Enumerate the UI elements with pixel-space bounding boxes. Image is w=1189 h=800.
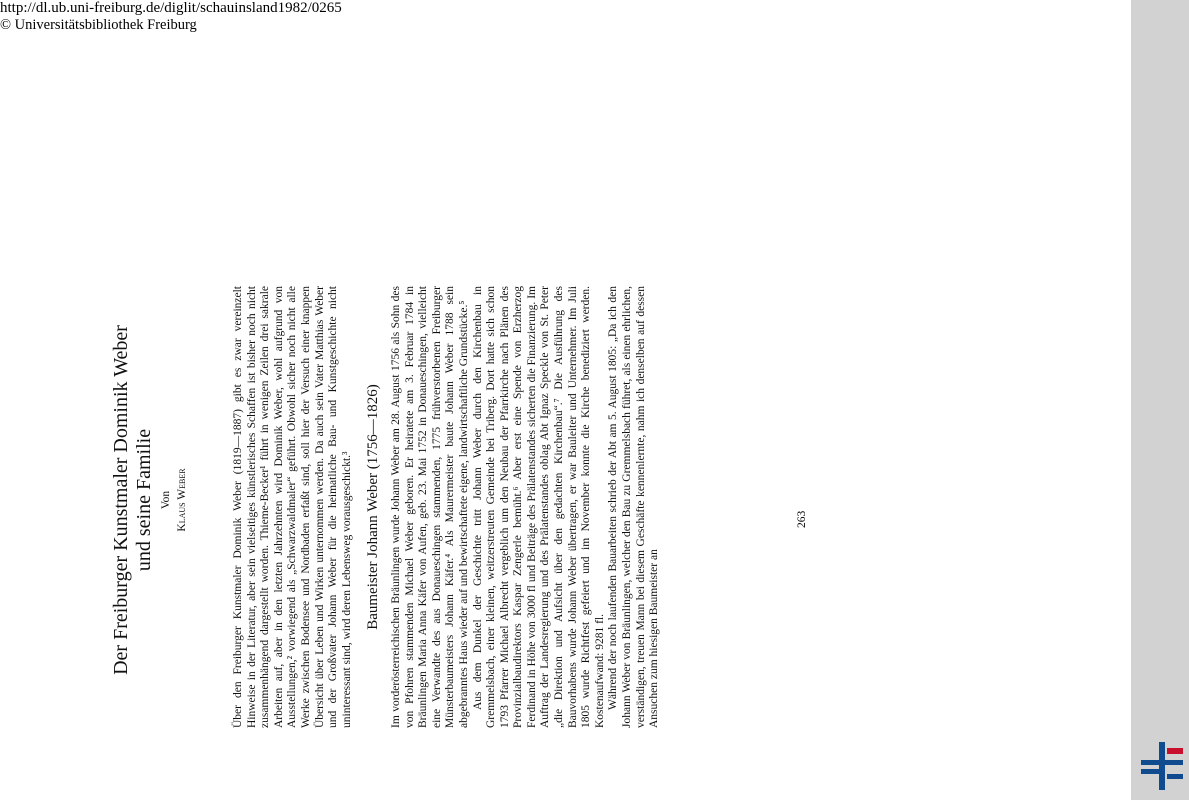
article-title: Der Freiburger Kunstmaler Dominik Weber	[110, 325, 132, 675]
paragraph-3: Während der noch laufenden Bauarbeiten schrieb der Abt am 5. August 1805: „Da ich den Johann Weber von Bräunlingen, welcher den Bau zu Gremmelsbach führet, als einen ehrlichen, verständigen, treuen Mann bei diesem Geschäfte kennenlernte, nahm ich denselben auf dessen Ansuchen zum hiesigen Baumeister an	[607, 286, 661, 728]
source-url-link[interactable]: http://dl.ub.uni-freiburg.de/diglit/schauinsland1982/0265	[0, 0, 342, 16]
author-name: Klaus Weber	[176, 468, 188, 532]
copyright-label: © Universitätsbibliothek Freiburg	[0, 17, 197, 33]
article-subtitle: und seine Familie	[133, 428, 155, 572]
page-number: 263	[796, 510, 808, 528]
byline-von: Von	[160, 490, 172, 510]
paragraph-1: Im vorderösterreichischen Bräunlingen wurde Johann Weber am 28. August 1756 als Sohn des von Pfohren stammenden Michael Weber geboren. Er heiratete am 3. Februar 1784 in Bräunlingen Maria Anna Käfer von Aufen, geb. 23. Mai 1752 in Donaueschingen, vielleicht eine Verwandte des aus Donaueschingen stammenden, 1775 frühverstorbenen Freiburger Münsterbaumeisters Johann Käfer.⁴ Als Maurermeister baute Johann Weber 1788 sein abgebranntes Haus wieder auf und bewirtschaftete eigene, landwirtschaftliche Grundstücke.⁵	[389, 286, 470, 728]
ub-freiburg-logo-icon	[1139, 742, 1185, 790]
paragraph-2: Aus dem Dunkel der Geschichte tritt Johann Weber durch den Kirchenbau in Gremmelsbach, einer kleinen, weitzerstreuten Gemeinde bei Triberg. Dort hatte sich schon 1793 Pfarrer Michael Albrecht vergeblich um den Neubau der Pfarrkirche nach Plänen des Provinzialbaudirektors Kaspar Zengerle bemüht.⁶ Aber erst eine Spende von Erzherzog Ferdinand in Höhe von 3000 fl und Beiträge des Prälatenstandes sicherten die Finanzierung. Im Auftrag der Landesregierung und des Prälatenstandes oblag Abt Ignaz Speckle von St. Peter „die Direktion und Aufsicht über den gedachten Kirchenbau“.⁷ Die Ausführung des Bauvorhabens wurde Johann Weber übertragen, er war Bauleiter und Unternehmer. Im Juli 1805 wurde Richtfest gefeiert und im November konnte die Kirche benediziert werden. Kostenaufwand: 9281 fl.	[471, 286, 606, 728]
intro-paragraph: Über den Freiburger Kunstmaler Dominik Weber (1819—1887) gibt es zwar vereinzelt Hinweise in der Literatur, aber sein vielseitiges künstlerisches Schaffen ist bisher noch nicht zusammenhängend dargestellt worden. Thieme-Becker¹ führt in wenigen Zeilen drei sakrale Arbeiten auf, aber in den letzten Jahrzehnten wird Dominik Weber, wohl aufgrund von Ausstellungen,² vorwiegend als „Schwarzwaldmaler“ geführt. Obwohl sicher noch nicht alle Werke zwischen Bodensee und Nordbaden erfaßt sind, soll hier der Versuch einer knappen Übersicht über Leben und Wirken unternommen werden. Da auch sein Vater Matthias Weber und der Großvater Johann Weber für die heimatliche Bau- und Kunstgeschichte nicht uninteressant sind, wird deren Lebensweg vorausgeschickt.³	[232, 286, 353, 728]
viewer-sidebar	[1131, 0, 1189, 800]
body-text	[232, 286, 662, 728]
rotated-page-content	[90, 220, 890, 780]
scanned-page	[110, 80, 990, 728]
section-heading: Baumeister Johann Weber (1756—1826)	[365, 384, 382, 630]
